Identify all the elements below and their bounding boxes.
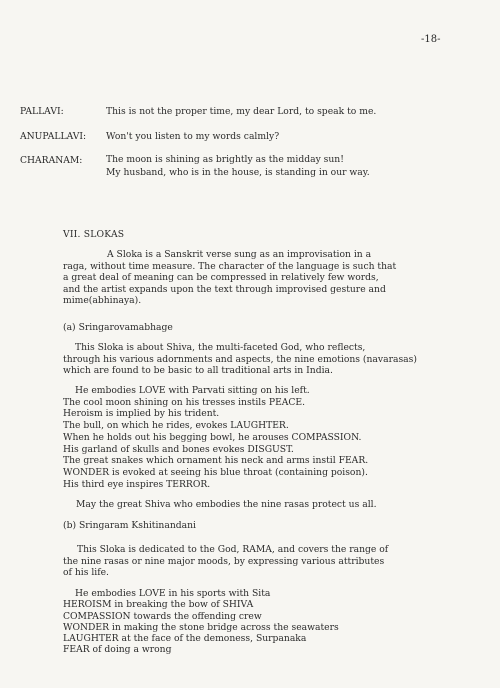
list-item: His third eye inspires TERROR. — [63, 478, 211, 490]
anupallavi-text: Won't you listen to my words calmly? — [106, 131, 280, 142]
list-item: He embodies LOVE with Parvati sitting on his left. — [75, 385, 310, 396]
list-item: COMPASSION towards the offending crew — [63, 610, 262, 622]
sloka-b-heading: (b) Sringaram Kshitinandani — [63, 520, 196, 531]
charanam-line: The moon is shining as brightly as the midday sun! — [106, 154, 344, 165]
desc-line: This Sloka is about Shiva, the multi-faceted God, who reflects, — [75, 342, 366, 353]
list-item: The cool moon shining on his tresses instils PEACE. — [63, 396, 306, 408]
intro-line: raga, without time measure. The character of the language is such that — [63, 260, 397, 272]
section-heading: VII. SLOKAS — [63, 229, 125, 240]
list-item: When he holds out his begging bowl, he arouses COMPASSION. — [63, 431, 362, 443]
desc-line: the nine rasas or nine major moods, by expressing various attributes — [63, 555, 385, 567]
intro-paragraph — [63, 249, 396, 307]
intro-line: and the artist expands upon the text through improvised gesture and — [63, 283, 386, 295]
pallavi-text: This is not the proper time, my dear Lord, to speak to me. — [106, 106, 377, 117]
intro-line: a great deal of meaning can be compressed in relatively few words, — [63, 272, 379, 284]
charanam-label: CHARANAM: — [20, 155, 83, 166]
desc-line: through his various adornments and aspects, the nine emotions (navarasas) — [63, 353, 417, 365]
list-item: His garland of skulls and bones evokes DISGUST. — [63, 443, 294, 455]
desc-line: which are found to be basic to all traditional arts in India. — [63, 365, 333, 377]
anupallavi-label: ANUPALLAVI: — [20, 131, 87, 142]
list-item: FEAR of doing a wrong — [63, 644, 172, 656]
charanam-text — [106, 154, 370, 179]
sloka-b-list — [63, 588, 339, 656]
desc-line: of his life. — [63, 567, 109, 579]
sloka-a-heading: (a) Sringarovamabhage — [63, 322, 173, 333]
sloka-b-description — [63, 544, 388, 579]
list-item: Heroism is implied by his trident. — [63, 408, 220, 420]
intro-line: A Sloka is a Sanskrit verse sung as an improvisation in a — [107, 249, 372, 260]
list-item: The great snakes which ornament his neck and arms instil FEAR. — [63, 455, 369, 467]
desc-line: This Sloka is dedicated to the God, RAMA, and covers the range of — [77, 544, 389, 555]
charanam-line: My husband, who is in the house, is standing in our way. — [106, 166, 370, 178]
sloka-a-closing: May the great Shiva who embodies the nine rasas protect us all. — [76, 499, 377, 510]
list-item: The bull, on which he rides, evokes LAUGHTER. — [63, 420, 289, 432]
list-item: WONDER is evoked at seeing his blue throat (containing poison). — [63, 466, 368, 478]
pallavi-label: PALLAVI: — [20, 106, 64, 117]
intro-line: mime(abhinaya). — [63, 295, 142, 307]
list-item: HEROISM in breaking the bow of SHIVA — [63, 599, 254, 611]
list-item: LAUGHTER at the face of the demoness, Surpanaka — [63, 633, 307, 645]
sloka-a-list — [63, 385, 368, 490]
page-number: -18- — [421, 34, 441, 45]
list-item: He embodies LOVE in his sports with Sita — [75, 588, 271, 599]
list-item: WONDER in making the stone bridge across the seawaters — [63, 621, 339, 633]
sloka-a-description — [63, 342, 417, 377]
